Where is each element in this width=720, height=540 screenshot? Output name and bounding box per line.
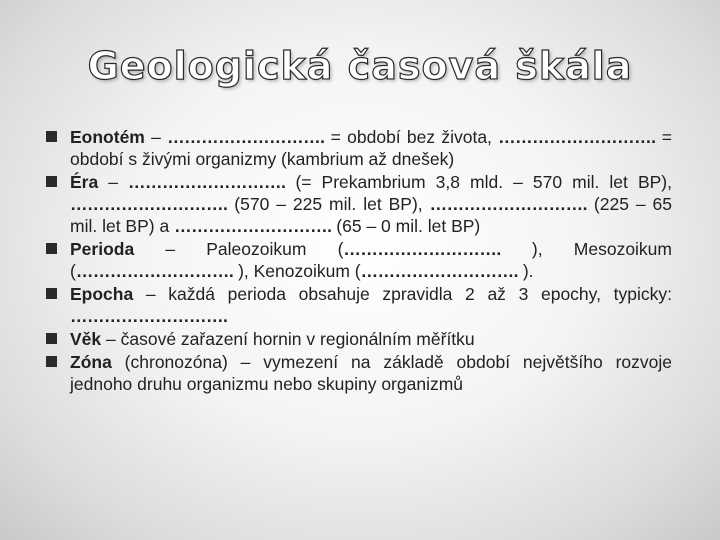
text: – každá perioda obsahuje zpravidla 2 až 3 epochy, typicky: xyxy=(133,284,672,304)
fill-in-blank: ………………………. xyxy=(167,127,325,147)
square-bullet-icon xyxy=(46,333,57,344)
text: – xyxy=(98,172,129,192)
text: ), Mesozoikum ( xyxy=(70,239,672,281)
text: = období s živými organizmy (kambrium až dnešek) xyxy=(70,127,672,169)
text: – Paleozoikum ( xyxy=(134,239,344,259)
term: Perioda xyxy=(70,239,135,259)
text: (570 – 225 mil. let BP), xyxy=(227,194,430,214)
term: Éra xyxy=(70,172,99,192)
text: (65 – 0 mil. let BP) xyxy=(331,216,481,236)
list-item-vek xyxy=(46,328,672,350)
text: ), Kenozoikum ( xyxy=(233,261,361,281)
fill-in-blank: ………………………. xyxy=(70,194,228,214)
fill-in-blank: ………………………. xyxy=(343,239,501,259)
fill-in-blank: ………………………. xyxy=(498,127,656,147)
fill-in-blank: ………………………. xyxy=(70,306,228,326)
term: Eonotém xyxy=(70,127,145,147)
term: Zóna xyxy=(70,352,112,372)
list-item-epocha xyxy=(46,283,672,327)
square-bullet-icon xyxy=(46,176,57,187)
list-item-perioda xyxy=(46,238,672,282)
square-bullet-icon xyxy=(46,131,57,142)
fill-in-blank: ………………………. xyxy=(174,216,332,236)
square-bullet-icon xyxy=(46,356,57,367)
text: – xyxy=(144,127,168,147)
text: (chronozóna) – vymezení na základě období největšího rozvoje jednoho druhu organizmu nebo skupiny organizmů xyxy=(70,352,672,394)
square-bullet-icon xyxy=(46,243,57,254)
text: = období bez života, xyxy=(324,127,499,147)
text: – časové zařazení hornin v regionálním měřítku xyxy=(101,329,475,349)
term: Epocha xyxy=(70,284,134,304)
fill-in-blank: ………………………. xyxy=(360,261,518,281)
text: (= Prekambrium 3,8 mld. – 570 mil. let BP), xyxy=(285,172,672,192)
bullet-list xyxy=(46,126,672,396)
fill-in-blank: ………………………. xyxy=(128,172,286,192)
fill-in-blank: ………………………. xyxy=(429,194,587,214)
list-item-eonotem xyxy=(46,126,672,170)
text: ). xyxy=(517,261,534,281)
list-item-era xyxy=(46,171,672,237)
square-bullet-icon xyxy=(46,288,57,299)
fill-in-blank: ………………………. xyxy=(75,261,234,281)
list-item-zona xyxy=(46,351,672,395)
term: Věk xyxy=(70,329,102,349)
slide-title: Geologická časová škála xyxy=(87,44,633,88)
text: (225 – 65 mil. let BP) a xyxy=(70,194,672,236)
